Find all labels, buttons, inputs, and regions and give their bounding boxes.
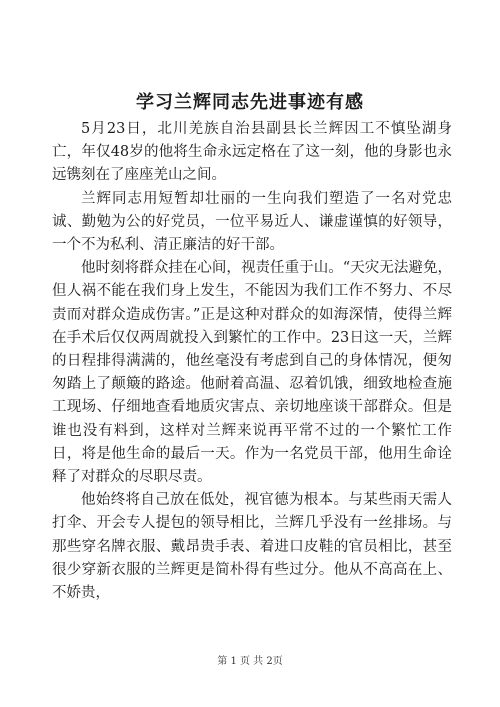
paragraph-2: 兰辉同志用短暂却壮丽的一生向我们塑造了一名对党忠诚、勤勉为公的好党员，一位平易近人、谦虚谨慎的好领导，一个不为私利、清正廉洁的好干部。 <box>52 190 452 254</box>
document-title: 学习兰辉同志先进事迹有感 <box>136 92 364 113</box>
page-footer: 第 1 页 共 2页 <box>217 656 283 667</box>
document-body <box>52 118 452 605</box>
paragraph-1: 5月23日，北川羌族自治县副县长兰辉因工不慎坠湖身亡，年仅48岁的他将生命永远定格在了这一刻，他的身影也永远镌刻在了座座羌山之间。 <box>52 121 452 184</box>
paragraph-3: 他时刻将群众挂在心间，视责任重于山。“天灾无法避免，但人祸不能在我们身上发生，不能因为我们工作不努力、不尽责而对群众造成伤害。”正是这种对群众的如海深情，使得兰辉在手术后仅仅两周就投入到繁忙的工作中。23日这一天，兰辉的日程排得满满的，他丝毫没有考虑到自己的身体情况，便匆匆踏上了颠簸的路途。他耐着高温、忍着饥饿，细致地检查施工现场、仔细地查看地质灾害点、亲切地座谈干部群众。但是谁也没有料到，这样对兰辉来说再平常不过的一个繁忙工作日，将是他生命的最后一天。作为一名党员干部，他用生命诠释了对群众的尽职尽责。 <box>52 260 452 486</box>
paragraph-4: 他始终将自己放在低处，视官德为根本。与某些雨天需人打伞、开会专人提包的领导相比，兰辉几乎没有一丝排场。与那些穿名牌衣服、戴昂贵手表、着进口皮鞋的官员相比，甚至很少穿新衣服的兰辉更是简朴得有些过分。他从不高高在上、不娇贵， <box>52 492 452 602</box>
